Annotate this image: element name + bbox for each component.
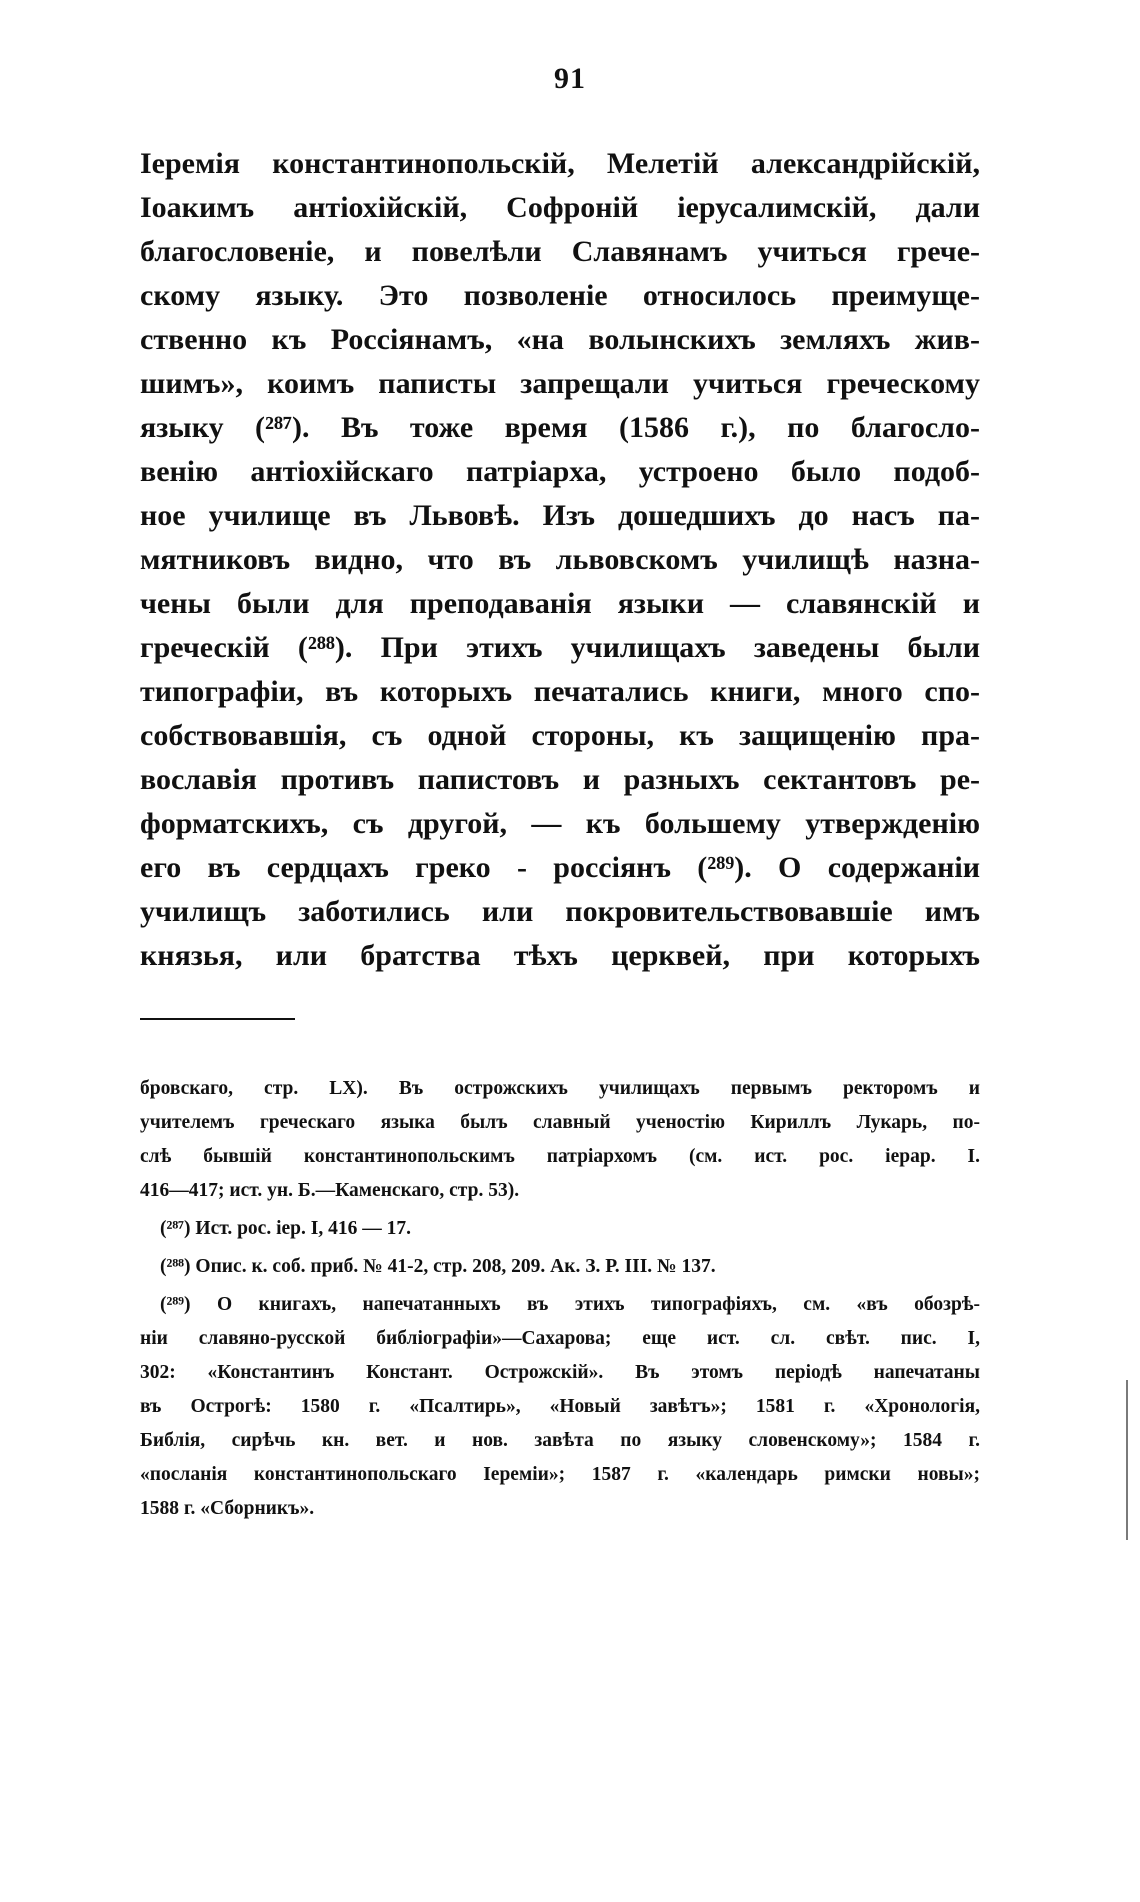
footnote-divider [140,1018,295,1020]
footnote-289-line: Библія, сирѣчь кн. вет. и нов. завѣта по языку словенскому»; 1584 г. [140,1430,980,1451]
page-number: 91 [554,62,586,95]
footnote-289-line: 1588 г. «Сборникъ». [140,1498,315,1519]
footnote-287: (²⁸⁷) Ист. рос. іер. I, 416 — 17. [160,1218,411,1239]
main-text-line: ное училище въ Львовѣ. Изъ дошедшихъ до насъ па- [140,499,980,532]
main-text-line: шимъ», коимъ паписты запрещали учиться греческому [140,367,980,400]
footnote-289-line: ніи славяно-русской библіографіи»—Сахарова; еще ист. сл. свѣт. пис. I, [140,1328,980,1349]
footnote-continuation-line: слѣ бывшій константинопольскимъ патріархомъ (см. ист. рос. іерар. I. [140,1146,980,1167]
main-text-line: типографіи, въ которыхъ печатались книги, много спо- [140,675,980,708]
footnote-289-line: въ Острогѣ: 1580 г. «Псалтирь», «Новый завѣтъ»; 1581 г. «Хронологія, [140,1396,980,1417]
main-text-line: венію антіохійскаго патріарха, устроено было подоб- [140,455,980,488]
main-text-line: Іоакимъ антіохійскій, Софроній іерусалимскій, дали [140,191,980,224]
main-text [140,142,980,978]
footnote-continuation-line: учителемъ греческаго языка былъ славный ученостію Кириллъ Лукарь, по- [140,1112,980,1133]
main-text-line: ственно къ Россіянамъ, «на волынскихъ земляхъ жив- [140,323,980,356]
footnote-continuation-line: 416—417; ист. ун. Б.—Каменскаго, стр. 53). [140,1180,520,1201]
footnote-continuation-line: бровскаго, стр. LX). Въ острожскихъ училищахъ первымъ ректоромъ и [140,1078,980,1099]
footnote-289-line: (²⁸⁹) О книгахъ, напечатанныхъ въ этихъ типографіяхъ, см. «въ обозрѣ- [160,1294,980,1315]
main-text-line: собствовавшія, съ одной стороны, къ защищенію пра- [140,719,980,752]
main-text-line: благословеніе, и повелѣли Славянамъ учиться грече- [140,235,980,268]
main-text-line: его въ сердцахъ греко - россіянъ (²⁸⁹). О содержаніи [140,851,980,884]
main-text-line: училищъ заботились или покровительствовавшіе имъ [140,895,980,928]
main-text-line: скому языку. Это позволеніе относилось преимуще- [140,279,980,312]
footnote-289-line: «посланія константинопольскаго Іереміи»; 1587 г. «календарь римски новы»; [140,1464,980,1485]
footnote-288: (²⁸⁸) Опис. к. соб. приб. № 41-2, стр. 208, 209. Ак. З. Р. III. № 137. [160,1256,716,1277]
main-text-line: князья, или братства тѣхъ церквей, при которыхъ [140,939,980,972]
main-text-line: греческій (²⁸⁸). При этихъ училищахъ заведены были [140,631,980,664]
main-text-line: мятниковъ видно, что въ львовскомъ училищѣ назна- [140,543,980,576]
main-text-line: форматскихъ, съ другой, — къ большему утвержденію [140,807,980,840]
scan-edge-mark [1126,1380,1128,1540]
main-text-line: Іеремія константинопольскій, Мелетій александрійскій, [140,147,980,180]
main-text-line: языку (²⁸⁷). Въ тоже время (1586 г.), по благосло- [140,411,980,444]
footnote-289-line: 302: «Константинъ Констант. Острожскій». Въ этомъ періодѣ напечатаны [140,1362,980,1383]
main-text-line: чены были для преподаванія языки — славянскій и [140,587,980,620]
main-text-line: вославія противъ папистовъ и разныхъ сектантовъ ре- [140,763,980,796]
footnotes [140,1072,980,1526]
